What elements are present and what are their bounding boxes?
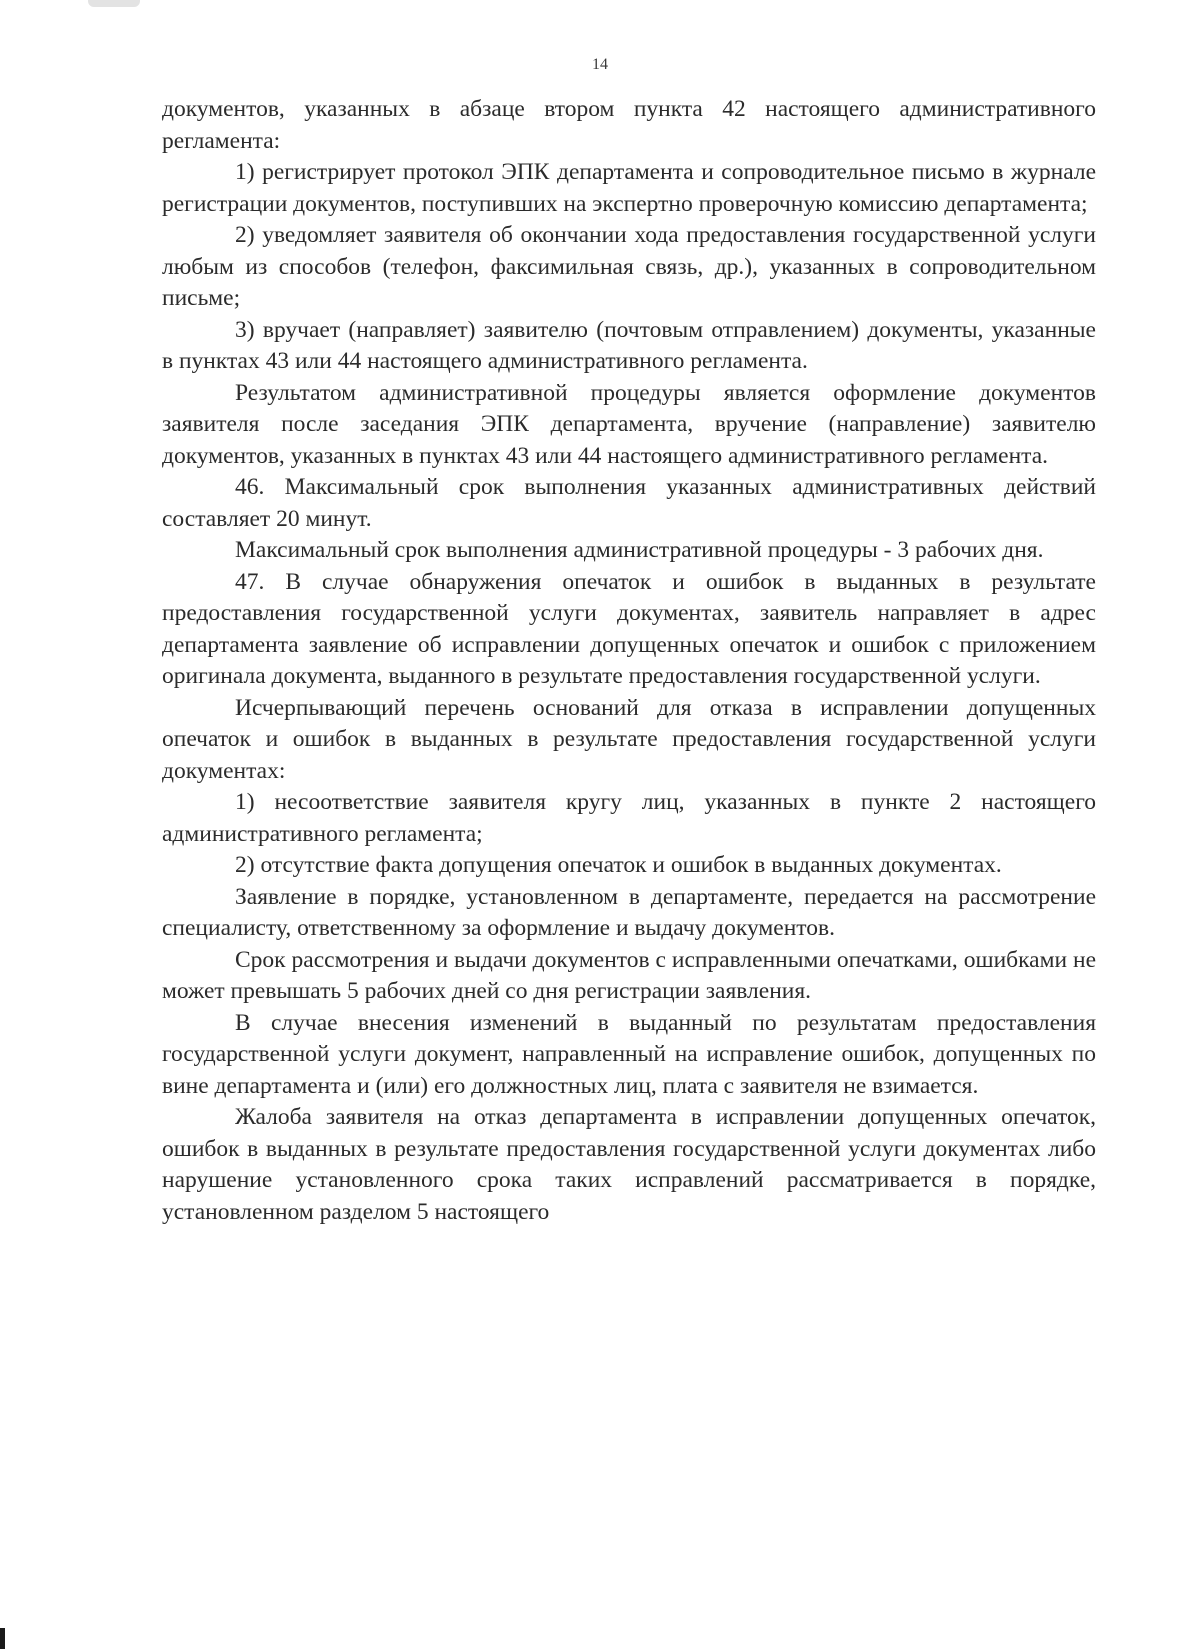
scan-artifact-top: [88, 0, 140, 7]
scan-artifact-bottom: [0, 1628, 5, 1649]
paragraph-ground-2: 2) отсутствие факта допущения опечаток и ошибок в выданных документах.: [235, 852, 1002, 878]
paragraph-item-3-deliver: 3) вручает (направляет) заявителю (почтовым отправлением) документы, указанные в пунктах 43 или 44 настоящего административного регламента.: [162, 316, 1096, 374]
paragraph-max-term: Максимальный срок выполнения административной процедуры - 3 рабочих дня.: [235, 537, 1044, 563]
document-body: [162, 94, 1096, 1228]
paragraph-result: Результатом административной процедуры является оформление документов заявителя после заседания ЭПК департамента, вручение (направление) заявителю документов, указанных в пунктах 43 или 44 настоящего административного регламента.: [162, 379, 1096, 469]
page-number: 14: [592, 56, 608, 73]
paragraph-item-1-register: 1) регистрирует протокол ЭПК департамента и сопроводительное письмо в журнале регистрации документов, поступивших на экспертно проверочную комиссию департамента;: [162, 159, 1096, 217]
paragraph-item-2-notify: 2) уведомляет заявителя об окончании хода предоставления государственной услуги любым из способов (телефон, факсимильная связь, др.), указанных в сопроводительном письме;: [162, 222, 1096, 311]
paragraph-continuation: документов, указанных в абзаце втором пункта 42 настоящего административного регламента:: [162, 96, 1096, 154]
paragraph-47: 47. В случае обнаружения опечаток и ошибок в выданных в результате предоставления государственной услуги документах, заявитель направляет в адрес департамента заявление об исправлении допущенных опечаток и ошибок с приложением оригинала документа, выданного в результате предоставления государственной услуги.: [162, 568, 1096, 689]
paragraph-refusal-grounds: Исчерпывающий перечень оснований для отказа в исправлении допущенных опечаток и ошибок в выданных в результате предоставления государственной услуги документах:: [162, 694, 1096, 784]
paragraph-review-term: Срок рассмотрения и выдачи документов с исправленными опечатками, ошибками не может превышать 5 рабочих дней со дня регистрации заявления.: [162, 946, 1096, 1004]
paragraph-no-fee: В случае внесения изменений в выданный по результатам предоставления государственной услуги документ, направленный на исправление ошибок, допущенных по вине департамента и (или) его должностных лиц, плата с заявителя не взимается.: [162, 1009, 1096, 1099]
paragraph-complaint: Жалоба заявителя на отказ департамента в исправлении допущенных опечаток, ошибок в выданных в результате предоставления государственной услуги документах либо нарушение установленного срока таких исправлений рассматривается в порядке, установленном разделом 5 настоящего: [162, 1104, 1096, 1225]
paragraph-46: 46. Максимальный срок выполнения указанных административных действий составляет 20 минут.: [162, 474, 1096, 532]
paragraph-application-transfer: Заявление в порядке, установленном в департаменте, передается на рассмотрение специалисту, ответственному за оформление и выдачу документов.: [162, 883, 1096, 941]
paragraph-ground-1: 1) несоответствие заявителя кругу лиц, указанных в пункте 2 настоящего административного регламента;: [162, 789, 1096, 847]
